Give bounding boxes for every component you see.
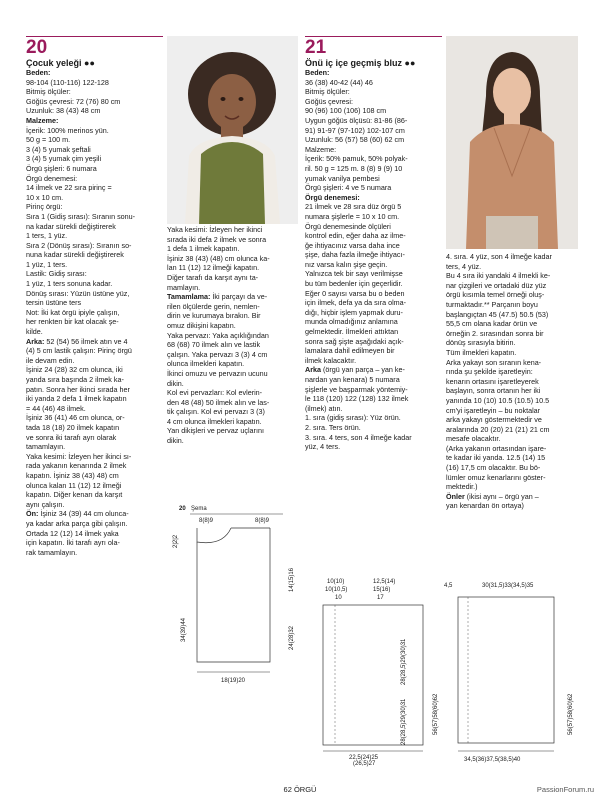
pattern-number: 21	[305, 37, 327, 58]
dim-b-bottom: 34,5(36)37,5(38,5)40	[464, 757, 521, 763]
text-line: sırada iki defa 2 ilmek ve sonra	[167, 234, 267, 244]
page-number: 62	[283, 785, 292, 794]
text-line: Yan dikişleri ve pervaz uçlarını	[167, 426, 264, 436]
woman-blouse-photo	[446, 36, 578, 249]
text-line: olunca ilmekleri kapatın.	[167, 359, 245, 369]
dim-a-top-e: 15(16)	[373, 587, 391, 593]
text-line: sonra sağ şişte aşağıdaki açık-	[305, 336, 404, 346]
pattern-21-diagram-back	[305, 575, 445, 765]
text-line: ilmek kalacaktır.	[305, 355, 357, 365]
dim-a-top-b: 10(10,5)	[325, 587, 348, 593]
text-line: 68 (68) 70 ilmek alın ve lastik	[167, 340, 261, 350]
text-line: 3. sıra. 4 ters, son 4 ilmeğe kadar	[305, 432, 412, 442]
text-line: kenarın ortasını işaretleyerek	[446, 376, 539, 386]
dim-a-top-c: 10	[335, 595, 342, 601]
text-line: Ön: İşiniz 34 (39) 44 cm olunca-	[26, 509, 129, 519]
text-line: nız varsa kalın şişe geçin.	[305, 259, 388, 269]
text-line: yumak vanilya pembesi	[305, 173, 380, 183]
text-line: İşiniz 36 (41) 46 cm olunca, or-	[26, 413, 125, 423]
text-line: kapatın. İşiniz 38 (43) 48) cm	[26, 470, 119, 480]
text-line: tada 18 (18) 20 ilmek kapatın	[26, 422, 120, 432]
text-line: Tamamlama: İki parçayı da ve-	[167, 292, 268, 302]
text-line: tik çalışın. Kol evi pervazı 3 (3)	[167, 407, 265, 417]
text-line: Yaka pervazı: Yaka açıklığından	[167, 330, 269, 340]
text-line: Beden:	[305, 68, 330, 77]
text-line: omuz dikişini kapatın.	[167, 320, 236, 330]
text-line: munda olmadığınız anlamına	[305, 317, 398, 327]
text-line: arka yakayı göstermektedir ve	[446, 415, 542, 425]
text-line: dığı, hiçbir işlem yapmak duru-	[305, 307, 403, 317]
text-line: 4. sıra. 4 yüz, son 4 ilmeğe kadar	[446, 252, 552, 261]
dim-b-top-b: 30(31,5)33(34,5)35	[482, 583, 534, 589]
text-line: yanda sıra başında 2 ilmek ka-	[26, 375, 124, 384]
text-line: Örgü denemesi:	[305, 192, 360, 202]
dim-right-upper: 14(15)16	[289, 567, 295, 592]
text-line: Lastik: Gidiş sırası:	[26, 269, 87, 279]
dim-bottom: 18(19)20	[221, 678, 246, 684]
text-line: 10 x 10 cm.	[26, 192, 64, 202]
pattern-21-diagram-front	[446, 575, 580, 765]
text-line: aralarında 20 (20) 21 (21) 21 cm	[446, 424, 550, 434]
dim-b-right: 56(57)58(60)62	[568, 693, 574, 735]
text-line: 14 ilmek ve 22 sıra pirinç =	[26, 183, 112, 193]
dim-a-top-f: 17	[377, 595, 384, 601]
text-line: Tüm ilmekleri kapatın.	[446, 347, 517, 357]
schema-number: 20	[179, 506, 186, 512]
text-line: rilen ölçülerde gerin, nemlen-	[167, 301, 260, 311]
text-line: kapatın. Diğer kenarı da karşıt	[26, 490, 123, 500]
text-line: dikin.	[167, 436, 184, 446]
dim-a-lower: 28(28,5)29(30)31	[401, 698, 407, 745]
text-line: mamlayın.	[167, 282, 201, 292]
text-line: tamamlayın.	[26, 442, 66, 452]
dim-left-height: 34(39)44	[181, 617, 187, 642]
text-line: Uygun göğüs ölçüsü: 81-86 (86-	[305, 115, 408, 125]
text-line: için kapatın. İki tarafı ayrı ola-	[26, 538, 120, 548]
text-line: dirin ve kurumaya bırakın. Bir	[167, 311, 261, 321]
text-line: turmaktadır.** Parçanın boyu	[446, 299, 538, 309]
text-line: te kadar iki yanda. 12.5 (14) 15	[446, 453, 546, 463]
text-line: her renkten bir kat olacak şe-	[26, 317, 119, 327]
text-line: Örgü şişleri: 4 ve 5 numara	[305, 183, 392, 193]
text-line: tersin üstüne ters	[26, 298, 82, 308]
text-line: 4 cm olunca ilmekleri kapatın.	[167, 416, 262, 426]
pattern-number: 20	[26, 37, 48, 58]
text-line: Bu 4 sıra iki yandaki 4 ilmekli ke-	[446, 271, 551, 281]
text-line: başlangıçtan 45 (47.5) 50.5 (53)	[446, 309, 549, 319]
text-line: 1 ters, 1 yüz.	[26, 231, 68, 241]
svg-text:20	[179, 506, 186, 512]
text-line: nardan yan kenara) 5 numara	[305, 375, 400, 384]
text-line: 2. sıra. Ters örün.	[305, 422, 361, 432]
text-line: 55,5 cm olana kadar örün ve	[446, 319, 538, 329]
text-line: bu tüm bedenler için geçerlidir.	[305, 279, 403, 289]
text-line: örneğin 2. sırasından sonra bir	[446, 328, 544, 338]
text-line: Ortada 12 (12) 14 ilmek yaka	[26, 528, 119, 538]
text-line: İçerik: 50% pamuk, 50% polyak-	[305, 154, 408, 164]
text-line: nuna kadar sürekli değiştirerek	[26, 250, 124, 260]
text-line: için ilmek, defa ya da sıra olma-	[305, 298, 407, 308]
text-line: 21 ilmek ve 28 sıra düz örgü 5	[305, 202, 402, 212]
text-line: = 44 (46) 48 ilmek.	[26, 403, 86, 413]
pattern-20-diagram	[167, 502, 299, 742]
text-line: aynı çalışın.	[26, 499, 65, 509]
text-line: 1 yüz, 1 ters.	[26, 259, 68, 269]
text-line: cm'yi işaretleyin – bu noktalar	[446, 405, 541, 415]
difficulty-dots: ●●	[404, 58, 416, 68]
text-line: 98-104 (110-116) 122-128	[26, 77, 109, 87]
text-line: patın. Sonra her ikinci sırada her	[26, 384, 130, 394]
pattern-21-header	[305, 36, 443, 66]
text-line: dönüş sırasıyla bitirin.	[446, 338, 516, 348]
text-line: Bitmiş ölçüler:	[305, 87, 350, 97]
text-line: den 48 (48) 50 ilmek alın ve las-	[167, 397, 270, 407]
watermark: PassionForum.ru	[536, 785, 594, 794]
magazine-brand: ÖRGÜ	[293, 785, 317, 794]
text-line: 3 (4) 5 yumak çim yeşili	[26, 154, 102, 164]
text-line: Sıra 2 (Dönüş sırası): Sıranın so-	[26, 240, 132, 250]
text-line: 36 (38) 40-42 (44) 46	[305, 77, 373, 87]
text-line: mesafe olacaktır.	[446, 434, 501, 444]
text-line: (16) 17,5 cm olacaktır. Bu bö-	[446, 463, 541, 473]
text-line: Kol evi pervazları: Kol evlerin-	[167, 388, 263, 398]
text-line: Göğüs çevresi:	[305, 96, 353, 106]
text-line: 91) 91-97 (97-102) 102-107 cm	[305, 125, 405, 135]
dim-b-top-a: 4,5	[444, 583, 453, 589]
text-line: Uzunluk: 38 (43) 48 cm	[26, 106, 101, 116]
dim-a-bottom-b: (26,5)27	[353, 761, 376, 767]
dim-right-lower: 24(28)32	[289, 625, 295, 650]
text-line: Not: İki kat örgü ipiyle çalışın,	[26, 307, 120, 317]
text-line: 1 yüz, 1 ters sonuna kadar.	[26, 279, 113, 289]
text-line: Sıra 1 (Gidiş sırası): Sıranın sonu-	[26, 211, 136, 221]
text-line: Yalnızca tek bir sayı verilmişse	[305, 269, 403, 279]
text-line: İşiniz 24 (28) 32 cm olunca, iki	[26, 365, 123, 375]
text-line: le 118 (120) 122 (128) 132 ilmek	[305, 394, 409, 404]
text-line: Diğer tarafı da karşıt aynı ta-	[167, 272, 259, 282]
text-line: numara şişlerle = 10 x 10 cm.	[305, 211, 400, 221]
header-rule	[305, 36, 442, 37]
text-line: nar çizgileri ve ortadaki düz yüz	[446, 280, 547, 290]
pattern-20-header	[26, 36, 166, 66]
text-line: 50 g = 100 m.	[26, 135, 71, 145]
pattern-21-column-2	[446, 252, 580, 562]
text-line: çalışın. Yaka pervazı 3 (3) 4 cm	[167, 349, 268, 359]
text-line: yüz, 4 ters.	[305, 442, 341, 452]
text-line: örgü kısımla temel örneği oluş-	[446, 290, 545, 300]
schema-word: Şema	[191, 506, 207, 512]
dim-top-right: 8(8)9	[255, 518, 270, 524]
text-line: Örgü şişleri: 6 numara	[26, 163, 97, 173]
text-line: lamalara dahil edilmeyen bir	[305, 346, 395, 356]
text-line: 1 defa 1 ilmek kapatın.	[167, 244, 240, 254]
text-line: Eğer 0 sayısı varsa bu o beden	[305, 288, 405, 298]
text-line: kontrol edin, eğer daha az ilme-	[305, 231, 406, 241]
header-rule	[26, 36, 163, 37]
pattern-20-column-1	[26, 68, 163, 722]
text-line: lümler omuz kenarlarını göster-	[446, 472, 546, 482]
text-line: Beden:	[26, 68, 51, 77]
text-line: ters, 4 yüz.	[446, 261, 482, 271]
text-line: 3 (4) 5 yumak şeftali	[26, 144, 91, 154]
text-line: lan 11 (12) 12 ilmeği kapatın.	[167, 263, 260, 273]
text-line: ve sonra iki tarafı ayrı olarak	[26, 432, 117, 442]
dim-a-top-d: 12,5(14)	[373, 579, 396, 585]
text-line: Yaka kesimi: İzleyen her ikinci	[167, 225, 263, 234]
page-footer	[0, 785, 600, 794]
text-line: şişe, daha fazla ilmeğe ihtiyacı-	[305, 250, 405, 260]
dim-neck: 2|2|2	[173, 534, 179, 548]
text-line: Örgü denemesi:	[26, 173, 78, 183]
text-line: (Arka yakanın ortasından işare-	[446, 443, 547, 453]
text-line: şişlerle ve başparmak yöntemiy-	[305, 384, 408, 394]
dim-a-right: 56(57)58(60)62	[433, 693, 439, 735]
text-line: Arka: 52 (54) 56 ilmek atın ve 4	[26, 336, 128, 346]
text-line: ile devam edin.	[26, 355, 75, 365]
text-line: olunca kalan 11 (12) 12 ilmeği	[26, 480, 122, 490]
text-line: İkinci omuzu ve pervazın ucunu	[167, 368, 268, 378]
text-line: ril. 50 g = 125 m. 8 (8) 9 (9) 10	[305, 163, 403, 173]
text-line: (ilmek) atın.	[305, 403, 343, 413]
text-line: iki yanda 2 defa 1 ilmek kapatın	[26, 394, 127, 404]
text-line: Göğüs çevresi: 72 (76) 80 cm	[26, 96, 121, 106]
text-line: (4) 5 cm lastik çalışın: Pirinç örgü	[26, 346, 132, 356]
text-line: Uzunluk: 56 (57) 58 (60) 62 cm	[305, 135, 405, 145]
text-line: Pirinç örgü:	[26, 202, 63, 212]
text-line: Malzeme:	[305, 144, 337, 154]
text-line: Önler (ikisi aynı – örgü yan –	[446, 491, 539, 501]
text-line: Bitmiş ölçüler:	[26, 87, 71, 97]
child-vest-photo	[167, 36, 298, 224]
text-line: Arka (örgü yan parça – yan ke-	[305, 365, 405, 375]
pattern-21-column-1	[305, 68, 442, 568]
title-text: Önü iç içe geçmiş bluz	[305, 58, 403, 68]
text-line: başlayın, sonra ortanın her iki	[446, 386, 541, 396]
text-line: kilde.	[26, 327, 43, 337]
text-line: rında şu şekilde işaretleyin:	[446, 367, 533, 377]
dim-a-bottom-a: 22,5(24)25	[349, 755, 379, 761]
text-line: Arka yakayı son sıranın kena-	[446, 357, 542, 367]
text-line: Örgü denemesinde ölçüleri	[305, 221, 391, 231]
text-line: yanında 10 (10) 10.5 (10.5) 10.5	[446, 395, 550, 405]
text-line: ğe ihtiyacınız varsa daha ince	[305, 240, 400, 250]
text-line: İçerik: 100% merinos yün.	[26, 125, 109, 135]
difficulty-dots: ●●	[84, 58, 95, 68]
text-line: gelmektedir. İlmekleri attıktan	[305, 327, 399, 337]
dim-a-mid: 28(28,5)29(30)31	[401, 638, 407, 685]
title-text: Çocuk yeleği	[26, 58, 82, 68]
dim-top-left: 8(8)9	[199, 518, 214, 524]
text-line: Dönüş sırası: Yüzün üstüne yüz,	[26, 288, 130, 298]
text-line: rak tamamlayın.	[26, 547, 78, 557]
text-line: 1. sıra (gidiş sırası): Yüz örün.	[305, 413, 401, 423]
text-line: 90 (96) 100 (106) 108 cm	[305, 106, 387, 116]
text-line: Yaka kesimi: İzleyen her ikinci sı-	[26, 451, 132, 461]
text-line: dikin.	[167, 378, 184, 388]
text-line: ya kadar arka parça gibi çalışın.	[26, 518, 128, 528]
text-line: İşiniz 38 (43) (48) cm olunca ka-	[167, 253, 270, 263]
text-line: na kadar sürekli değiştirerek	[26, 221, 116, 231]
pattern-20-column-2	[167, 225, 299, 485]
dim-a-top-a: 10(10)	[327, 579, 345, 585]
text-line: yan kenardan ön ortaya)	[446, 501, 524, 511]
text-line: rada yakanın kenarında 2 ilmek	[26, 461, 127, 471]
text-line: mektedir.)	[446, 482, 478, 492]
text-line: Malzeme:	[26, 115, 59, 125]
